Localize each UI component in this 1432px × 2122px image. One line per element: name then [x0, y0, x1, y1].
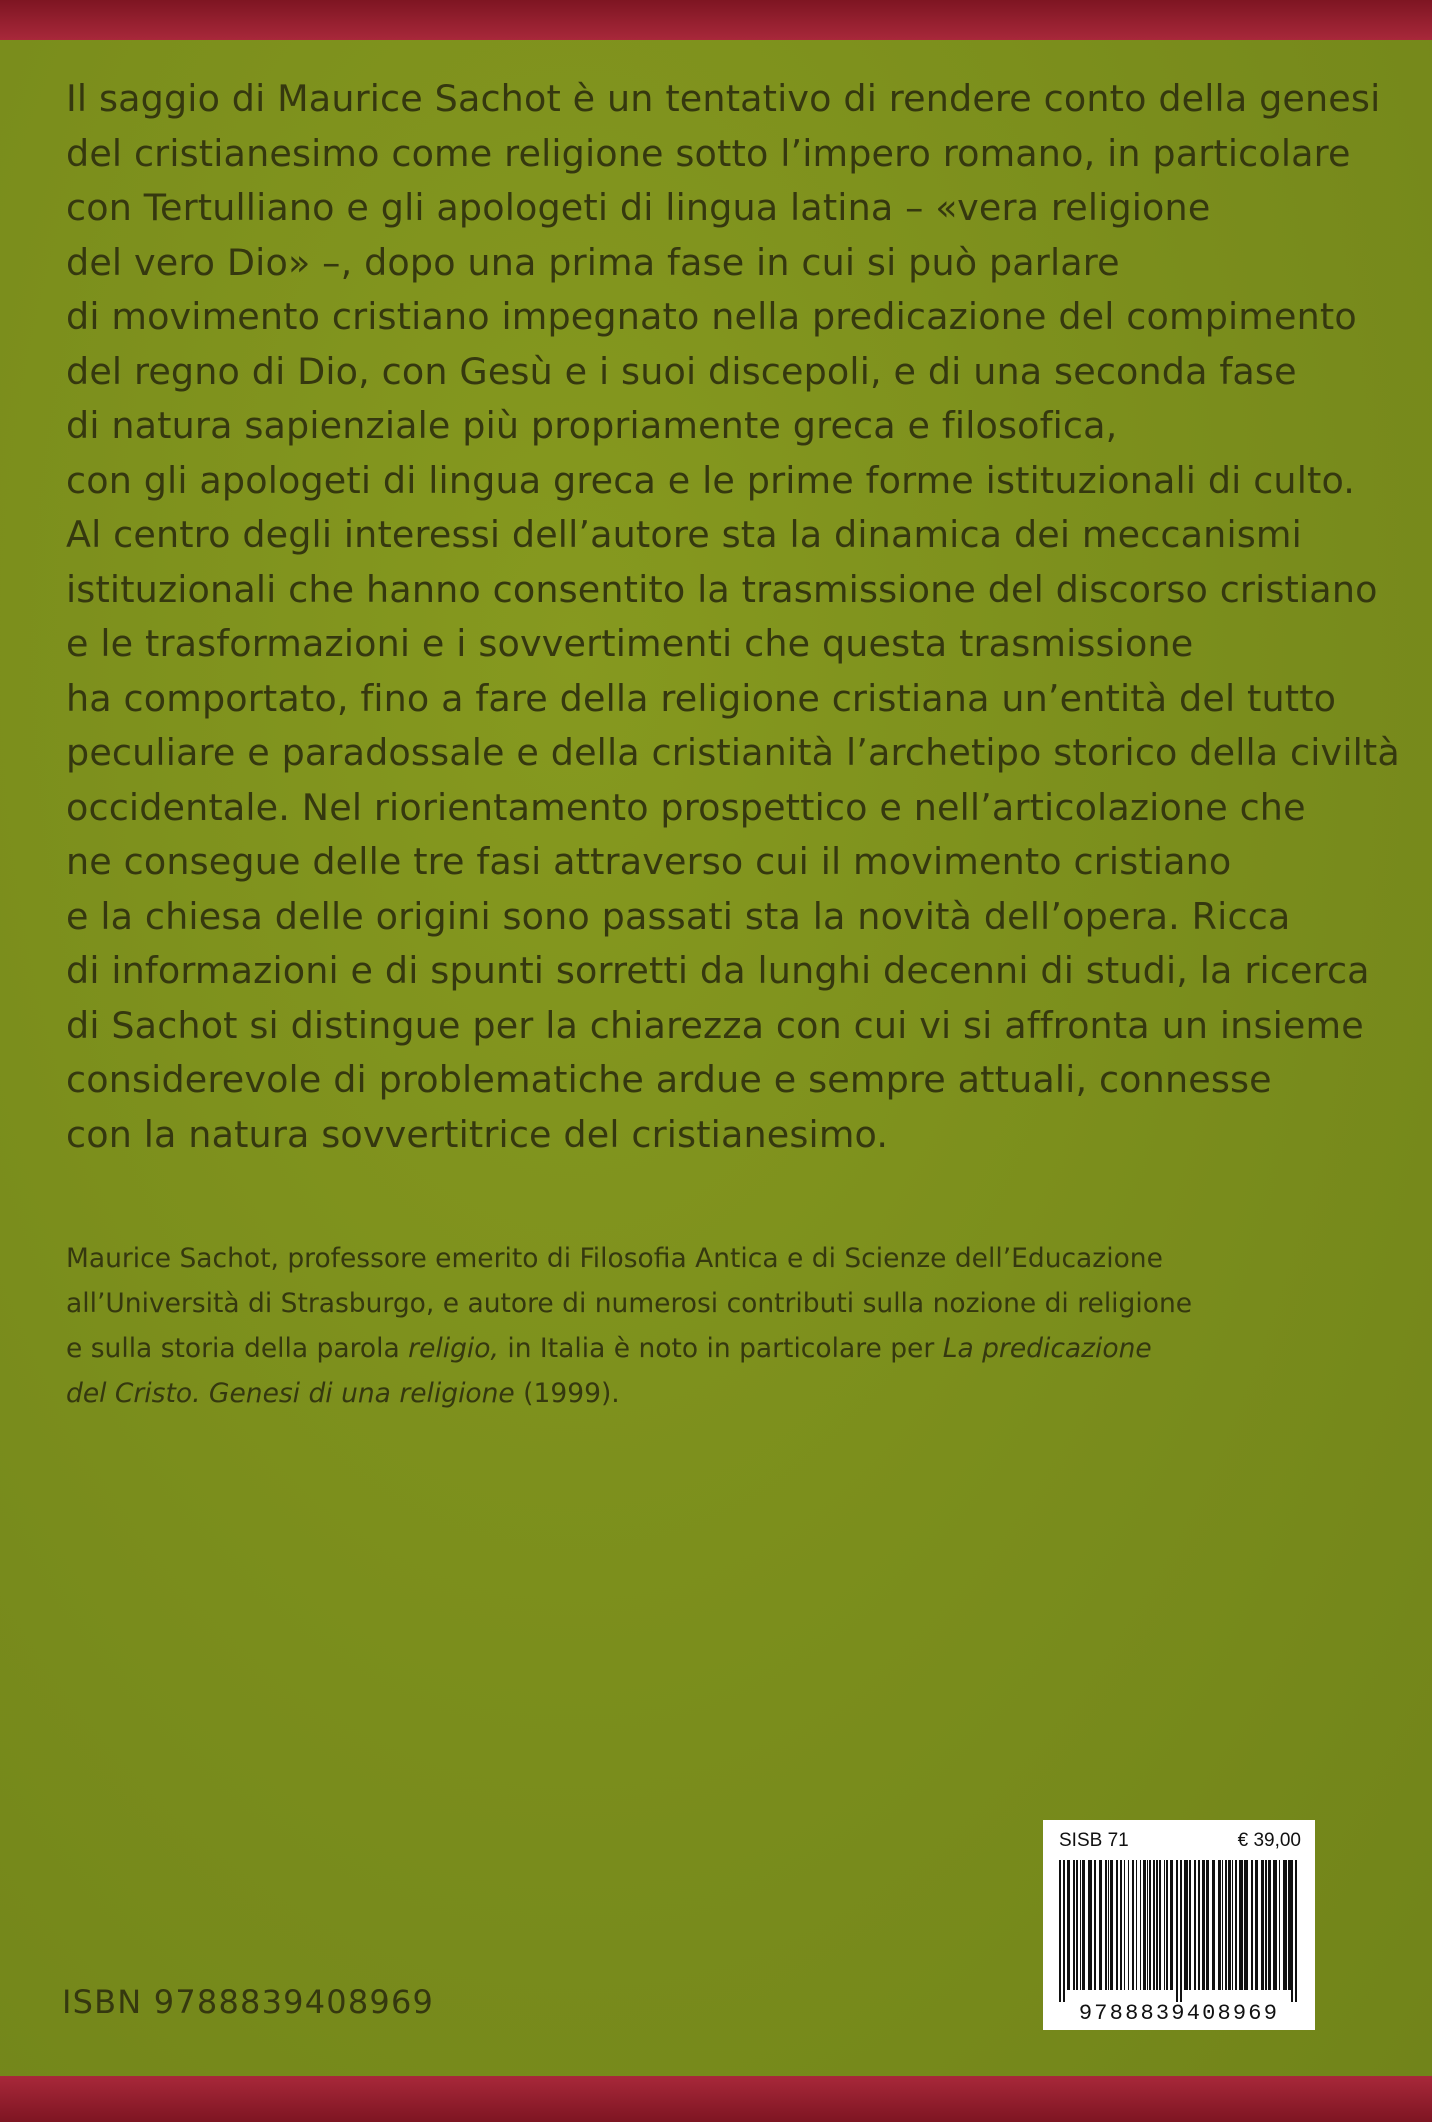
- isbn-text: ISBN 9788839408969: [62, 1983, 435, 2021]
- description-line: istituzionali che hanno consentito la trasmissione del discorso cristiano: [66, 567, 1378, 611]
- barcode-bars: [1055, 1860, 1301, 2002]
- description-line: Il saggio di Maurice Sachot è un tentativo di rendere conto della genesi: [66, 77, 1381, 120]
- barcode-bar: [1149, 1860, 1151, 1990]
- bio-italic-title: La predicazione: [942, 1333, 1152, 1364]
- author-bio-line: [66, 1371, 1336, 1416]
- barcode-bar: [1206, 1860, 1209, 1990]
- description-line: e la chiesa delle origini sono passati sta la novità dell’opera. Ricca: [66, 894, 1291, 938]
- description-line: Al centro degli interessi dell’autore sta la dinamica dei meccanismi: [66, 513, 1302, 556]
- barcode-bar: [1159, 1860, 1161, 1990]
- barcode-bar: [1067, 1860, 1070, 1990]
- barcode-bar: [1059, 1860, 1061, 2002]
- barcode-bar: [1202, 1860, 1205, 1990]
- barcode-bar: [1212, 1860, 1215, 1990]
- barcode-bar: [1180, 1860, 1182, 2002]
- barcode-bar: [1088, 1860, 1092, 1990]
- barcode-bar: [1194, 1860, 1196, 1990]
- description-line: e le trasformazioni e i sovvertimenti che questa trasmissione: [66, 622, 1194, 665]
- barcode-bar: [1235, 1860, 1237, 1990]
- barcode-bar: [1228, 1860, 1231, 1990]
- description-line: di movimento cristiano impegnato nella predicazione del compimento: [66, 295, 1357, 338]
- barcode-bar: [1176, 1860, 1178, 2002]
- top-red-band: [0, 0, 1432, 40]
- description-line: con gli apologeti di lingua greca e le prime forme istituzionali di culto.: [66, 458, 1356, 502]
- bio-text: in Italia è noto in particolare per: [498, 1333, 943, 1364]
- author-bio: [66, 1236, 1336, 1416]
- barcode-bar: [1153, 1860, 1155, 1990]
- barcode-bar: [1128, 1860, 1129, 1990]
- description-line: occidentale. Nel riorientamento prospettico e nell’articolazione che: [66, 785, 1306, 829]
- barcode-bar: [1116, 1860, 1118, 1990]
- barcode-bar: [1222, 1860, 1223, 1990]
- description-line: del vero Dio» –, dopo una prima fase in cui si può parlare: [66, 240, 1120, 284]
- barcode-bar: [1268, 1860, 1271, 1990]
- barcode-bar: [1295, 1860, 1297, 2002]
- description-line: ha comportato, fino a fare della religione cristiana un’entità del tutto: [66, 676, 1337, 720]
- barcode-bar: [1099, 1860, 1102, 1990]
- description-line: del cristianesimo come religione sotto l’impero romano, in particolare: [66, 131, 1351, 175]
- barcode-bar: [1232, 1860, 1233, 1990]
- barcode-bar: [1225, 1860, 1227, 1990]
- barcode-bar: [1132, 1860, 1134, 1990]
- barcode-bar: [1244, 1860, 1248, 1990]
- barcode-bar: [1076, 1860, 1078, 1990]
- barcode-bar: [1239, 1860, 1243, 1990]
- barcode-bar: [1140, 1860, 1141, 1990]
- barcode-bar: [1251, 1860, 1253, 1990]
- barcode-bar: [1184, 1860, 1188, 1990]
- barcode-bar: [1136, 1860, 1137, 1990]
- barcode-bar: [1283, 1860, 1287, 1990]
- barcode-bar: [1124, 1860, 1125, 1990]
- barcode-bar: [1255, 1860, 1258, 1990]
- barcode-bar: [1143, 1860, 1146, 1990]
- bio-text: e sulla storia della parola: [66, 1333, 409, 1364]
- series-code: SISB 71: [1059, 1830, 1129, 1851]
- barcode-bar: [1273, 1860, 1277, 1990]
- barcode-bar: [1279, 1860, 1280, 1990]
- description-line: peculiare e paradossale e della cristianità l’archetipo storico della civiltà: [66, 731, 1400, 774]
- bio-italic-title: del Cristo. Genesi di una religione: [66, 1378, 515, 1409]
- description-line: considerevole di problematiche ardue e sempre attuali, connesse: [66, 1058, 1272, 1101]
- barcode-bar: [1166, 1860, 1168, 1990]
- barcode-bar: [1261, 1860, 1264, 1990]
- description-line: ne consegue delle tre fasi attraverso cui il movimento cristiano: [66, 840, 1232, 883]
- bio-text: (1999).: [514, 1378, 620, 1409]
- barcode-bar: [1082, 1860, 1085, 1990]
- barcode-bar: [1110, 1860, 1113, 1990]
- barcode-bar: [1164, 1860, 1165, 1990]
- bio-italic-term: religio,: [408, 1333, 499, 1364]
- description-line: con Tertulliano e gli apologeti di lingua latina – «vera religione: [66, 186, 1211, 229]
- author-bio-line: [66, 1326, 1336, 1371]
- description-line: di natura sapienziale più propriamente greca e filosofica,: [66, 404, 1118, 447]
- barcode-bar: [1063, 1860, 1065, 2002]
- barcode-bar: [1265, 1860, 1267, 1990]
- barcode-bar: [1080, 1860, 1081, 1990]
- author-bio-line: Maurice Sachot, professore emerito di Filosofia Antica e di Scienze dell’Educazione: [66, 1243, 1163, 1274]
- description-line: con la natura sovvertitrice del cristianesimo.: [66, 1112, 889, 1156]
- barcode-bar: [1198, 1860, 1200, 1990]
- barcode-label: [1043, 1820, 1315, 2030]
- description-line: di informazioni e di spunti sorretti da lunghi decenni di studi, la ricerca: [66, 949, 1370, 992]
- barcode-bar: [1105, 1860, 1107, 1990]
- barcode-bar: [1218, 1860, 1221, 1990]
- barcode-bar: [1147, 1860, 1148, 1990]
- barcode-bar: [1108, 1860, 1109, 1990]
- barcode-digits: 9788839408969: [1078, 2001, 1280, 2026]
- barcode-bar: [1170, 1860, 1173, 1990]
- barcode-bar: [1156, 1860, 1158, 1990]
- bottom-red-band: [0, 2076, 1432, 2122]
- author-bio-line: all’Università di Strasburgo, e autore di numerosi contributi sulla nozione di religione: [66, 1288, 1193, 1319]
- barcode-bar: [1073, 1860, 1075, 1990]
- barcode-bar: [1189, 1860, 1191, 1990]
- description-line: del regno di Dio, con Gesù e i suoi discepoli, e di una seconda fase: [66, 349, 1297, 393]
- description-line: di Sachot si distingue per la chiarezza con cui vi si affronta un insieme: [66, 1003, 1364, 1047]
- barcode-bar: [1291, 1860, 1293, 2002]
- description-text: [66, 72, 1400, 1162]
- barcode-bar: [1120, 1860, 1122, 1990]
- price: € 39,00: [1237, 1830, 1301, 1851]
- barcode-bar: [1094, 1860, 1096, 1990]
